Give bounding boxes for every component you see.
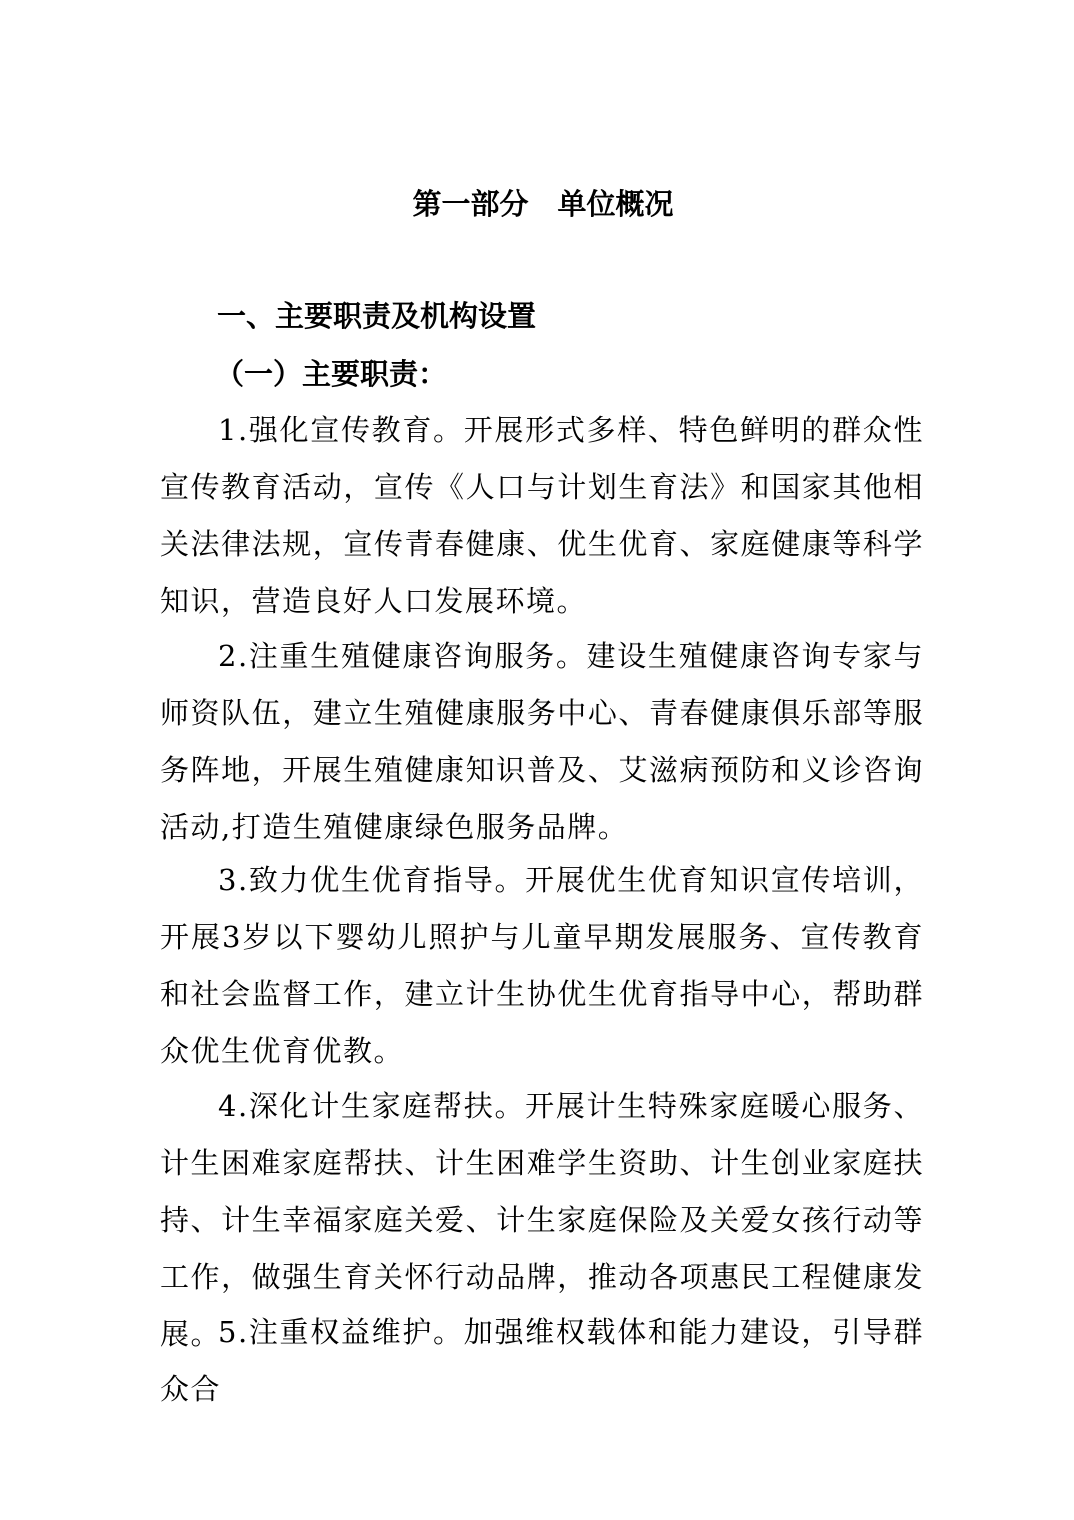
section-heading: 一、主要职责及机构设置 — [217, 299, 537, 333]
paragraph-3: 3.致力优生优育指导。开展优生优育知识宣传培训，开展3岁以下婴幼儿照护与儿童早期发展服务、宣传教育和社会监督工作，建立计生协优生优育指导中心，帮助群众优生优育优教。 — [160, 863, 924, 1068]
part-title: 第一部分 单位概况 — [412, 187, 674, 221]
paragraph-1: 1.强化宣传教育。开展形式多样、特色鲜明的群众性宣传教育活动，宣传《人口与计划生育法》和国家其他相关法律法规，宣传青春健康、优生优育、家庭健康等科学知识，营造良好人口发展环境。 — [160, 413, 924, 618]
paragraph-5: 5.注重权益维护。加强维权载体和能力建设，引导群众合 — [160, 1315, 924, 1406]
paragraph-4: 4.深化计生家庭帮扶。开展计生特殊家庭暖心服务、计生困难家庭帮扶、计生困难学生资助、计生创业家庭扶持、计生幸福家庭关爱、计生家庭保险及关爱女孩行动等工作，做强生育关怀行动品牌，推动各项惠民工程健康发展。 — [160, 1089, 924, 1351]
subsection-heading: （一）主要职责： — [215, 357, 448, 391]
paragraph-2: 2.注重生殖健康咨询服务。建设生殖健康咨询专家与师资队伍，建立生殖健康服务中心、青春健康俱乐部等服务阵地，开展生殖健康知识普及、艾滋病预防和义诊咨询活动,打造生殖健康绿色服务品牌。 — [160, 639, 924, 844]
